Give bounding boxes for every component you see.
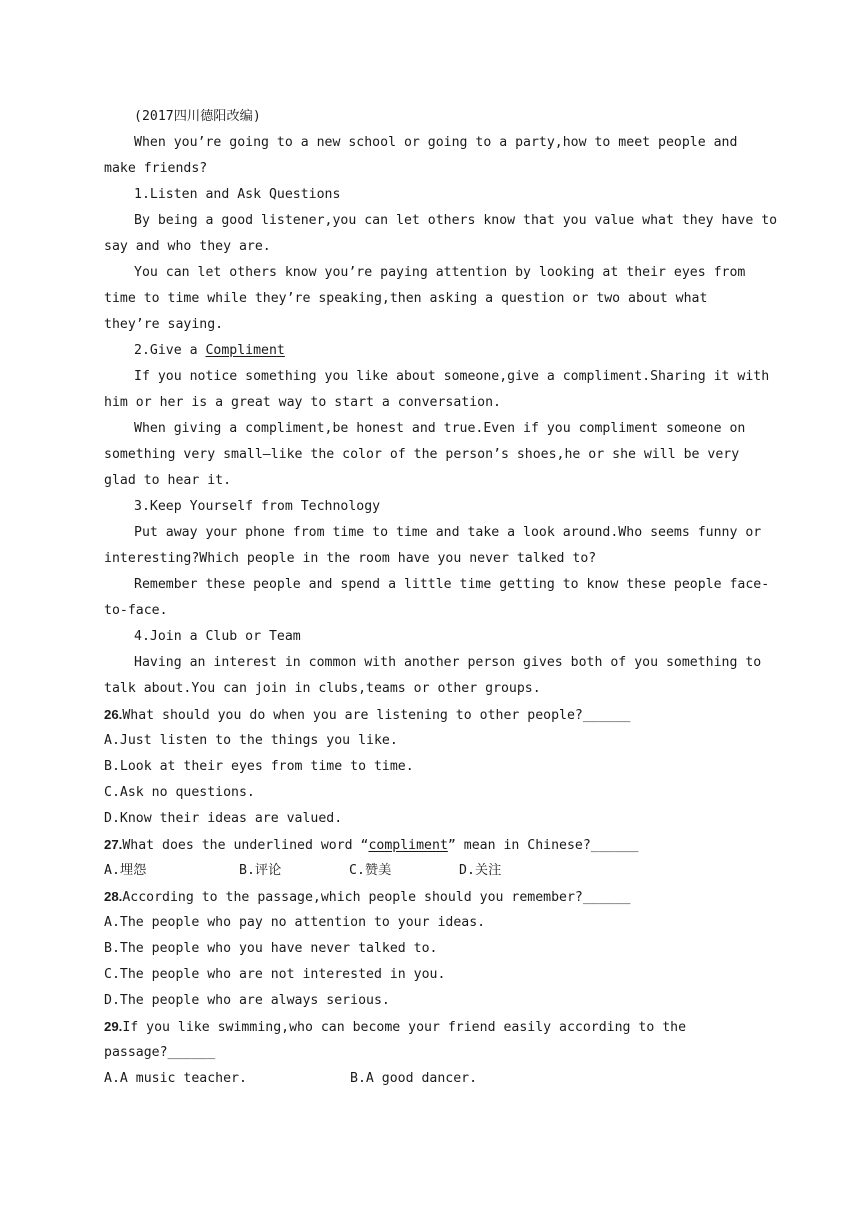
passage-line: Having an interest in common with another person gives both of you something to xyxy=(134,655,762,670)
section-heading-prefix: 2.Give a xyxy=(134,343,206,358)
question-number: 26. xyxy=(104,707,123,722)
answer-option: B.评论 xyxy=(239,863,282,878)
passage-line: make friends? xyxy=(104,161,208,176)
question-27 xyxy=(104,832,764,858)
source-note: (2017四川德阳改编) xyxy=(134,109,261,124)
answer-option: B.Look at their eyes from time to time. xyxy=(104,759,414,774)
passage-line: to-face. xyxy=(104,603,168,618)
passage-line: interesting?Which people in the room have you never talked to? xyxy=(104,551,597,566)
question-number: 28. xyxy=(104,889,123,904)
question-text: According to the passage,which people should you remember?______ xyxy=(122,890,631,905)
answer-option: A.A music teacher. xyxy=(104,1071,247,1086)
answer-option: C.The people who are not interested in you. xyxy=(104,967,446,982)
passage-line: When you’re going to a new school or going to a party,how to meet people and xyxy=(134,135,738,150)
passage-line: something very small—like the color of the person’s shoes,he or she will be very xyxy=(104,447,740,462)
section-heading: 1.Listen and Ask Questions xyxy=(134,187,341,202)
passage-line: glad to hear it. xyxy=(104,473,232,488)
passage-line: Put away your phone from time to time and take a look around.Who seems funny or xyxy=(134,525,762,540)
document-page xyxy=(104,104,778,1092)
answer-option: A.The people who pay no attention to your ideas. xyxy=(104,915,486,930)
passage-line: him or her is a great way to start a conversation. xyxy=(104,395,501,410)
passage-line: say and who they are. xyxy=(104,239,271,254)
section-heading xyxy=(104,338,764,364)
answer-option: B.A good dancer. xyxy=(350,1071,478,1086)
passage-line: If you notice something you like about someone,give a compliment.Sharing it with xyxy=(134,369,770,384)
answer-option: D.Know their ideas are valued. xyxy=(104,811,343,826)
underlined-word: compliment xyxy=(368,838,448,853)
answer-option: D.关注 xyxy=(459,863,502,878)
passage-line: Remember these people and spend a little time getting to know these people face- xyxy=(134,577,770,592)
passage-line: talk about.You can join in clubs,teams or other groups. xyxy=(104,681,541,696)
question-number: 29. xyxy=(104,1019,123,1034)
question-29 xyxy=(104,1014,764,1040)
answer-options-row xyxy=(104,858,764,884)
answer-options-row xyxy=(104,1066,764,1092)
passage-line: By being a good listener,you can let others know that you value what they have to xyxy=(134,213,778,228)
question-text: If you like swimming,who can become your friend easily according to the xyxy=(122,1020,687,1035)
answer-option: A.埋怨 xyxy=(104,863,147,878)
section-heading: 3.Keep Yourself from Technology xyxy=(134,499,381,514)
answer-option: A.Just listen to the things you like. xyxy=(104,733,398,748)
question-number: 27. xyxy=(104,837,123,852)
question-text-continued: passage?______ xyxy=(104,1045,216,1060)
question-28 xyxy=(104,884,764,910)
question-text: What should you do when you are listening to other people?______ xyxy=(122,708,631,723)
passage-line: time to time while they’re speaking,then asking a question or two about what xyxy=(104,291,708,306)
answer-option: B.The people who you have never talked to. xyxy=(104,941,438,956)
passage-line: When giving a compliment,be honest and true.Even if you compliment someone on xyxy=(134,421,746,436)
answer-option: D.The people who are always serious. xyxy=(104,993,390,1008)
answer-option: C.Ask no questions. xyxy=(104,785,255,800)
question-text: ” mean in Chinese?______ xyxy=(447,838,639,853)
answer-option: C.赞美 xyxy=(349,863,392,878)
section-heading: 4.Join a Club or Team xyxy=(134,629,301,644)
passage-line: they’re saying. xyxy=(104,317,224,332)
question-text: What does the underlined word “ xyxy=(122,838,369,853)
passage-line: You can let others know you’re paying attention by looking at their eyes from xyxy=(134,265,746,280)
underlined-word: Compliment xyxy=(205,343,285,358)
question-26 xyxy=(104,702,764,728)
